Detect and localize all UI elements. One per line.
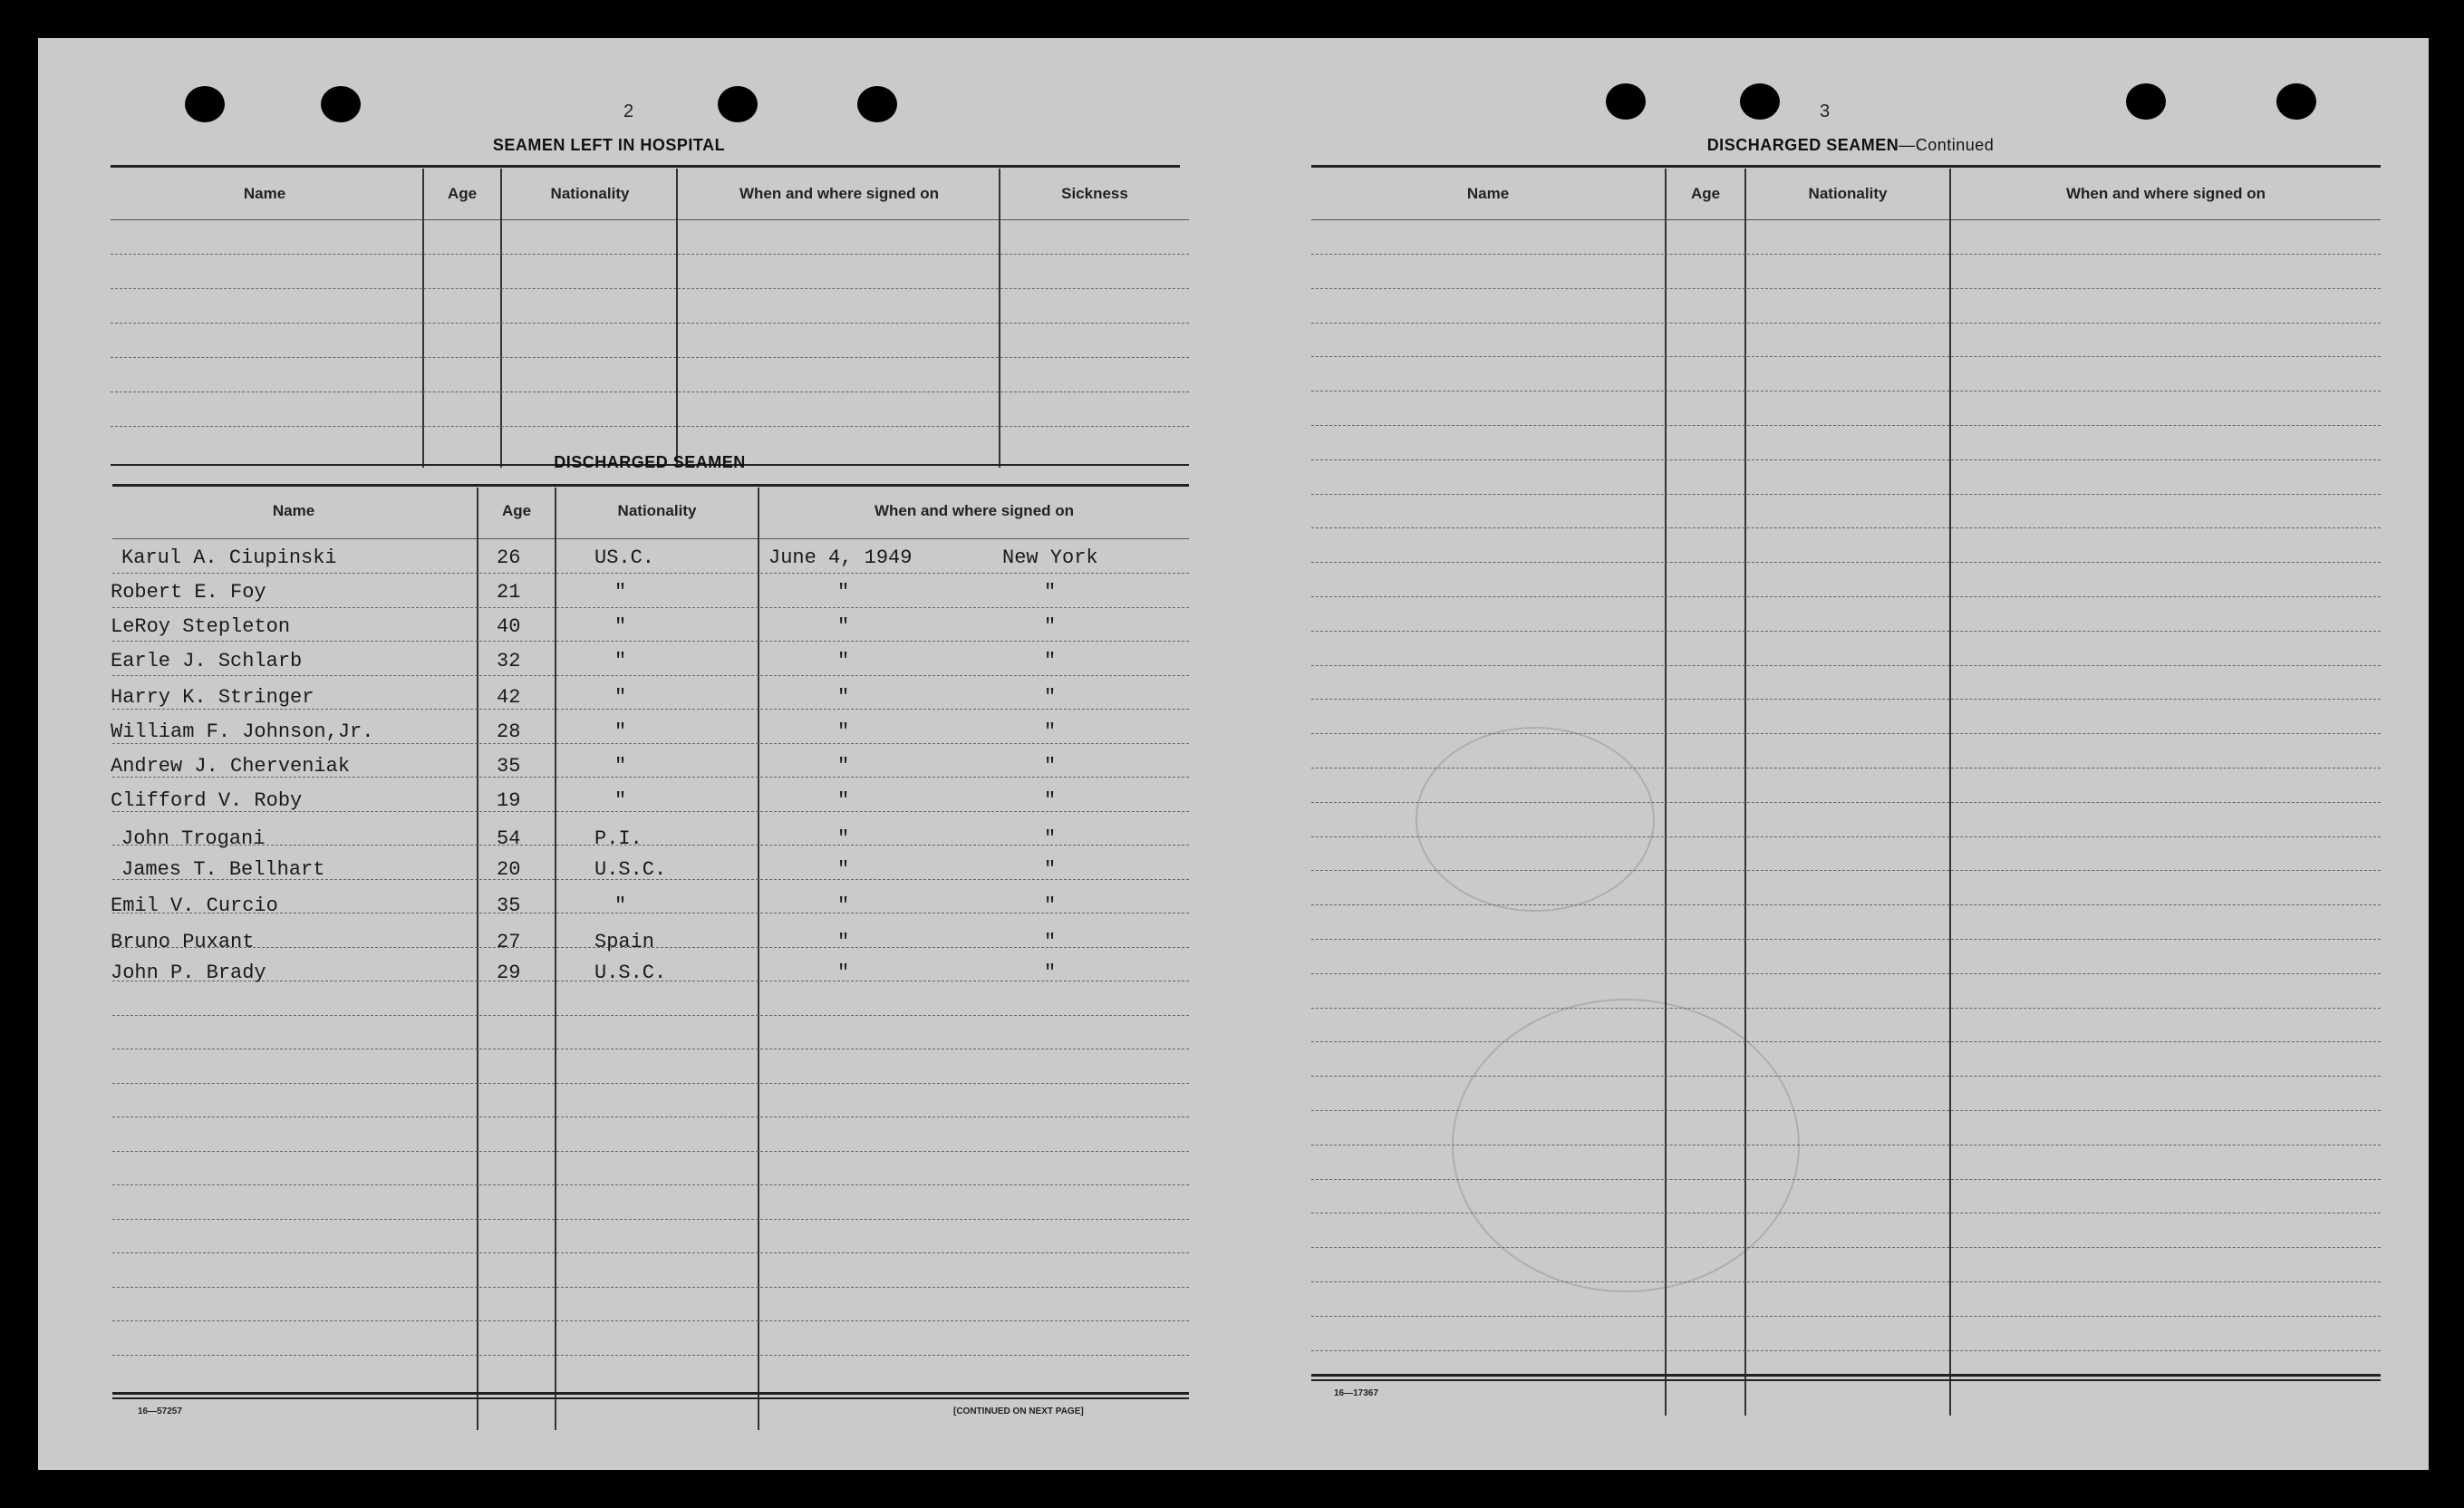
rule bbox=[112, 1116, 1189, 1117]
discharged-date: June 4, 1949 bbox=[768, 546, 913, 569]
discharged-nationality: " bbox=[614, 650, 627, 672]
punch-hole bbox=[185, 86, 225, 122]
rule bbox=[111, 254, 1189, 255]
rule bbox=[112, 1083, 1189, 1084]
rule bbox=[1311, 904, 2381, 905]
rule bbox=[112, 1355, 1189, 1356]
discharged-nationality: " bbox=[614, 686, 627, 709]
discharged-place: " bbox=[1044, 720, 1057, 743]
rule bbox=[112, 1219, 1189, 1220]
discharged-name: Clifford V. Roby bbox=[111, 789, 303, 812]
col-divider bbox=[477, 488, 478, 1430]
discharged-nationality: U.S.C. bbox=[594, 858, 667, 881]
rule bbox=[1311, 1179, 2381, 1180]
rule bbox=[111, 219, 1189, 220]
rule bbox=[111, 165, 1180, 168]
discharged-nationality: Spain bbox=[594, 931, 655, 953]
rule bbox=[1311, 1008, 2381, 1009]
punch-hole bbox=[321, 86, 361, 122]
discharged-date: " bbox=[837, 931, 850, 953]
discharged-name: Bruno Puxant bbox=[111, 931, 255, 953]
rule bbox=[111, 426, 1189, 427]
discharged-age: 35 bbox=[497, 755, 521, 778]
discharged-age: 40 bbox=[497, 615, 521, 638]
hospital-col-signed-on: When and where signed on bbox=[739, 185, 940, 202]
rule bbox=[1311, 1076, 2381, 1077]
left-form-code: 16—57257 bbox=[138, 1406, 182, 1416]
hospital-col-name: Name bbox=[243, 185, 286, 202]
rule bbox=[112, 607, 1189, 608]
rule bbox=[1311, 1247, 2381, 1248]
rule bbox=[1311, 939, 2381, 940]
punch-hole bbox=[1606, 83, 1646, 120]
discharged-nationality: " bbox=[614, 615, 627, 638]
rule bbox=[112, 573, 1189, 574]
discharged-name: Andrew J. Cherveniak bbox=[111, 755, 351, 778]
rule bbox=[112, 709, 1189, 710]
discharged-age: 42 bbox=[497, 686, 521, 709]
rule bbox=[1311, 1281, 2381, 1282]
discharged-name: Earle J. Schlarb bbox=[111, 650, 303, 672]
right-form-code: 16—17367 bbox=[1334, 1388, 1378, 1398]
rule bbox=[1311, 1379, 2381, 1381]
col-divider bbox=[758, 488, 759, 1430]
discharged-place: " bbox=[1044, 962, 1057, 984]
discharged-name: Emil V. Curcio bbox=[111, 894, 278, 917]
punch-hole bbox=[1740, 83, 1780, 120]
discharged-name: Karul A. Ciupinski bbox=[121, 546, 337, 569]
rule bbox=[1311, 631, 2381, 632]
discharged-date: " bbox=[837, 755, 850, 778]
right-col-nationality: Nationality bbox=[1808, 185, 1888, 202]
discharged-place: " bbox=[1044, 789, 1057, 812]
rule bbox=[1311, 391, 2381, 392]
rule bbox=[1311, 596, 2381, 597]
col-divider bbox=[555, 488, 556, 1430]
hospital-col-sickness: Sickness bbox=[1061, 185, 1128, 202]
discharged-nationality: " bbox=[614, 894, 627, 917]
rule bbox=[1311, 562, 2381, 563]
discharged-place: " bbox=[1044, 827, 1057, 850]
rule bbox=[1311, 425, 2381, 426]
rule bbox=[1311, 527, 2381, 528]
discharged-nationality: " bbox=[614, 789, 627, 812]
rule bbox=[1311, 165, 2381, 168]
rule bbox=[1311, 836, 2381, 837]
rule bbox=[111, 357, 1189, 358]
discharged-name: LeRoy Stepleton bbox=[111, 615, 291, 638]
discharged-date: " bbox=[837, 962, 850, 984]
discharged-nationality: P.I. bbox=[594, 827, 643, 850]
discharged-age: 26 bbox=[497, 546, 521, 569]
punch-hole bbox=[2126, 83, 2166, 120]
punch-hole bbox=[718, 86, 758, 122]
discharged-age: 21 bbox=[497, 581, 521, 604]
rule bbox=[112, 1151, 1189, 1152]
rule bbox=[112, 743, 1189, 744]
rule bbox=[1311, 1316, 2381, 1317]
discharged-age: 29 bbox=[497, 962, 521, 984]
discharged-name: William F. Johnson,Jr. bbox=[111, 720, 374, 743]
rule bbox=[112, 1184, 1189, 1185]
discharged-place: " bbox=[1044, 650, 1057, 672]
rule bbox=[1311, 973, 2381, 974]
discharged-nationality: US.C. bbox=[594, 546, 655, 569]
punch-hole bbox=[2276, 83, 2316, 120]
discharged-age: 20 bbox=[497, 858, 521, 881]
discharged-date: " bbox=[837, 686, 850, 709]
discharged-age: 35 bbox=[497, 894, 521, 917]
col-divider bbox=[676, 169, 678, 468]
discharged-date: " bbox=[837, 650, 850, 672]
discharged-name: Harry K. Stringer bbox=[111, 686, 314, 709]
discharged-col-signed-on: When and where signed on bbox=[874, 502, 1075, 519]
discharged-nationality: U.S.C. bbox=[594, 962, 667, 984]
discharged-place: " bbox=[1044, 858, 1057, 881]
hospital-col-nationality: Nationality bbox=[550, 185, 630, 202]
right-col-age: Age bbox=[1690, 185, 1721, 202]
discharged-nationality: " bbox=[614, 581, 627, 604]
rule bbox=[1311, 1374, 2381, 1377]
rule bbox=[1311, 1350, 2381, 1351]
rule bbox=[112, 845, 1189, 846]
rule bbox=[112, 1252, 1189, 1253]
discharged-date: " bbox=[837, 827, 850, 850]
discharged-col-nationality: Nationality bbox=[617, 502, 697, 519]
rule bbox=[111, 288, 1189, 289]
rule bbox=[112, 1392, 1189, 1395]
faded-stamp bbox=[1416, 727, 1655, 912]
rule bbox=[111, 323, 1189, 324]
discharged-place: " bbox=[1044, 931, 1057, 953]
rule bbox=[112, 1397, 1189, 1399]
discharged-age: 32 bbox=[497, 650, 521, 672]
discharged-date: " bbox=[837, 858, 850, 881]
continued-note: [CONTINUED ON NEXT PAGE] bbox=[953, 1406, 1084, 1416]
rule bbox=[1311, 1110, 2381, 1111]
discharged-date: " bbox=[837, 581, 850, 604]
rule bbox=[1311, 356, 2381, 357]
rule bbox=[1311, 494, 2381, 495]
rule bbox=[1311, 870, 2381, 871]
right-page-title-text: DISCHARGED SEAMEN bbox=[1706, 136, 1899, 154]
hospital-section-title: SEAMEN LEFT IN HOSPITAL bbox=[492, 136, 726, 154]
rule bbox=[112, 675, 1189, 676]
discharged-age: 54 bbox=[497, 827, 521, 850]
discharged-place: " bbox=[1044, 686, 1057, 709]
discharged-name: Robert E. Foy bbox=[111, 581, 266, 604]
discharged-place: New York bbox=[1002, 546, 1098, 569]
rule bbox=[112, 484, 1189, 487]
rule bbox=[1311, 802, 2381, 803]
col-divider bbox=[422, 169, 424, 468]
discharged-place: " bbox=[1044, 755, 1057, 778]
rule bbox=[1311, 219, 2381, 220]
right-col-name: Name bbox=[1466, 185, 1510, 202]
faded-stamp bbox=[1452, 999, 1800, 1292]
discharged-age: 19 bbox=[497, 789, 521, 812]
rule bbox=[1311, 665, 2381, 666]
rule bbox=[112, 641, 1189, 642]
rule bbox=[1311, 699, 2381, 700]
right-page-title-suffix: —Continued bbox=[1899, 136, 1995, 154]
rule bbox=[1311, 733, 2381, 734]
hospital-col-age: Age bbox=[447, 185, 478, 202]
rule bbox=[1311, 288, 2381, 289]
discharged-age: 28 bbox=[497, 720, 521, 743]
discharged-name: John Trogani bbox=[121, 827, 266, 850]
right-col-signed-on: When and where signed on bbox=[2065, 185, 2266, 202]
discharged-date: " bbox=[837, 615, 850, 638]
left-page-number: 2 bbox=[623, 102, 634, 121]
discharged-date: " bbox=[837, 720, 850, 743]
discharged-nationality: " bbox=[614, 755, 627, 778]
punch-hole bbox=[857, 86, 897, 122]
discharged-place: " bbox=[1044, 894, 1057, 917]
discharged-place: " bbox=[1044, 615, 1057, 638]
discharged-place: " bbox=[1044, 581, 1057, 604]
discharged-date: " bbox=[837, 894, 850, 917]
discharged-name: John P. Brady bbox=[111, 962, 266, 984]
discharged-name: James T. Bellhart bbox=[121, 858, 325, 881]
right-page-title bbox=[1307, 136, 2394, 155]
rule bbox=[112, 1320, 1189, 1321]
discharged-nationality: " bbox=[614, 720, 627, 743]
discharged-date: " bbox=[837, 789, 850, 812]
rule bbox=[112, 538, 1189, 539]
discharged-col-name: Name bbox=[272, 502, 315, 519]
discharged-section-title: DISCHARGED SEAMEN bbox=[554, 453, 746, 471]
rule bbox=[112, 1015, 1189, 1016]
discharged-age: 27 bbox=[497, 931, 521, 953]
scanned-document bbox=[38, 38, 2429, 1470]
col-divider bbox=[500, 169, 502, 468]
right-page-number: 3 bbox=[1820, 102, 1831, 121]
col-divider bbox=[999, 169, 1000, 468]
discharged-col-age: Age bbox=[501, 502, 532, 519]
rule bbox=[1311, 1145, 2381, 1146]
rule bbox=[1311, 459, 2381, 460]
rule bbox=[112, 1287, 1189, 1288]
rule bbox=[1311, 1041, 2381, 1042]
rule bbox=[1311, 254, 2381, 255]
rule bbox=[1311, 323, 2381, 324]
